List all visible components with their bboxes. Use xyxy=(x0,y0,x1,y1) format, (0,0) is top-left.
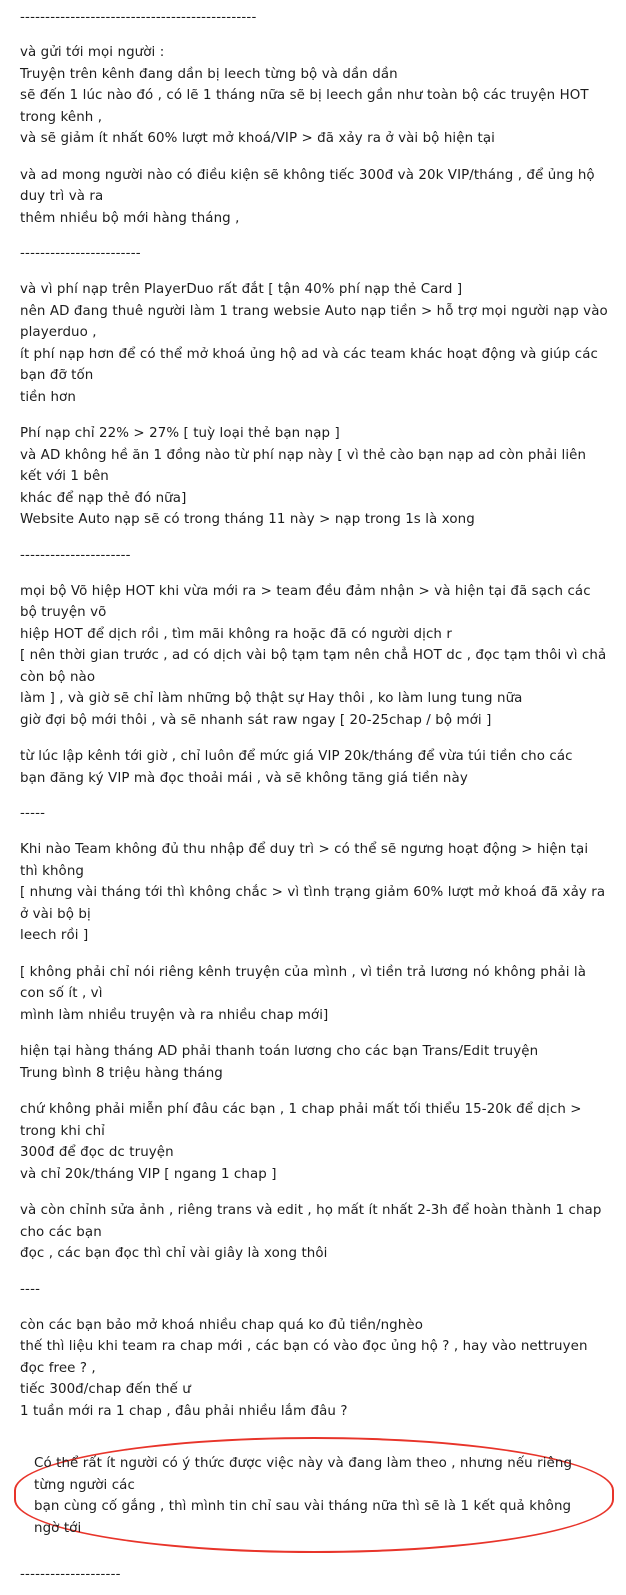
paragraph-fee xyxy=(20,423,610,531)
text-line: đọc , các bạn đọc thì chỉ vài giây là xong thôi xyxy=(20,1246,328,1261)
paragraph-intro xyxy=(20,42,610,150)
paragraph-salary xyxy=(20,1041,610,1084)
paragraph-notonly xyxy=(20,962,610,1027)
text-line: [ nên thời gian trước , ad có dịch vài bộ tạm tạm nên chẳ HOT dc , đọc tạm thôi vì chả còn bộ nào xyxy=(20,648,611,685)
paragraph-poor xyxy=(20,1315,610,1423)
text-line: nên AD đang thuê người làm 1 trang websie Auto nạp tiền > hỗ trợ mọi người nạp vào playerduo , xyxy=(20,303,613,340)
text-line: Website Auto nạp sẽ có trong tháng 11 này > nạp trong 1s là xong xyxy=(20,512,475,527)
text-line: giờ đợi bộ mới thôi , và sẽ nhanh sát raw ngay [ 20-25chap / bộ mới ] xyxy=(20,712,492,728)
paragraph-cost xyxy=(20,1099,610,1185)
text-line: hiện tại hàng tháng AD phải thanh toán lương cho các bạn Trans/Edit truyện xyxy=(20,1044,539,1059)
bottom-separator: -------------------- xyxy=(20,1567,121,1582)
text-line: 1 tuần mới ra 1 chap , đâu phải nhiều lắm đâu ? xyxy=(20,1403,348,1419)
separator-block-2 xyxy=(20,546,610,566)
text-line: bạn cùng cố gắng , thì mình tin chỉ sau vài tháng nữa thì sẽ là 1 kết quả không ngờ tới xyxy=(34,1499,576,1536)
bottom-separator-block xyxy=(0,1565,626,1595)
text-line: và gửi tới mọi người : xyxy=(20,45,165,60)
text-line: thêm nhiều bộ mới hàng tháng , xyxy=(20,210,240,226)
text-line: sẽ đến 1 lúc nào đó , có lẽ 1 tháng nữa sẽ bị leech gần như toàn bộ các truyện HOT trong kênh , xyxy=(20,88,594,125)
text-line: thế thì liệu khi team ra chap mới , các bạn có vào đọc ủng hộ ? , hay vào nettruyen đọc free ? , xyxy=(20,1339,592,1376)
text-line: làm ] , và giờ sẽ chỉ làm những bộ thật sự Hay thôi , ko làm lung tung nữa xyxy=(20,691,523,706)
text-line: [ không phải chỉ nói riêng kênh truyện của mình , vì tiền trả lương nó không phải là con số ít , vì xyxy=(20,964,591,1001)
text-line: và sẽ giảm ít nhất 60% lượt mở khoá/VIP > đã xảy ra ở vài bộ hiện tại xyxy=(20,131,495,146)
text-line: tiếc 300đ/chap đến thế ư xyxy=(20,1382,191,1397)
paragraph-support xyxy=(20,165,610,230)
text-line: và vì phí nạp trên PlayerDuo rất đắt [ tận 40% phí nạp thẻ Card ] xyxy=(20,282,463,297)
text-line: 300đ để đọc dc truyện xyxy=(20,1145,174,1160)
separator-block-1 xyxy=(20,244,610,264)
text-line: Trung bình 8 triệu hàng tháng xyxy=(20,1065,223,1081)
section-separator: ------------------------ xyxy=(20,246,141,261)
paragraph-playerduo xyxy=(20,279,613,408)
separator-block-3 xyxy=(20,804,610,824)
text-line: Phí nạp chỉ 22% > 27% [ tuỳ loại thẻ bạn nạp ] xyxy=(20,426,340,441)
text-line: mình làm nhiều truyện và ra nhiều chap mới] xyxy=(20,1007,329,1023)
text-line: Có thể rất ít người có ý thức được việc này và đang làm theo , nhưng nếu riêng từng người các xyxy=(34,1456,577,1493)
separator-block-4 xyxy=(20,1280,610,1300)
text-line: bạn đăng ký VIP mà đọc thoải mái , và sẽ không tăng giá tiền này xyxy=(20,770,468,786)
paragraph-edit xyxy=(20,1200,610,1265)
top-separator-block xyxy=(20,8,610,28)
text-line: mọi bộ Võ hiệp HOT khi vừa mới ra > team đều đảm nhận > và hiện tại đã sạch các bộ truyện võ xyxy=(20,583,596,620)
section-separator: ---- xyxy=(20,1281,41,1297)
text-line: Truyện trên kênh đang dần bị leech từng bộ và dần dần xyxy=(20,66,398,82)
text-line: từ lúc lập kênh tới giờ , chỉ luôn để mức giá VIP 20k/tháng để vừa túi tiền cho các xyxy=(20,749,573,764)
text-line: leech rồi ] xyxy=(20,928,89,943)
text-line: và ad mong người nào có điều kiện sẽ không tiếc 300đ và 20k VIP/tháng , để ủng hộ duy trì và ra xyxy=(20,167,600,204)
text-line: còn các bạn bảo mở khoá nhiều chap quá ko đủ tiền/nghèo xyxy=(20,1317,423,1333)
paragraph-vohiep xyxy=(20,581,610,732)
text-line: và còn chỉnh sửa ảnh , riêng trans và edit , họ mất ít nhất 2-3h để hoàn thành 1 chap cho các bạn xyxy=(20,1203,606,1240)
text-line: tiền hơn xyxy=(20,389,76,405)
text-line: chứ không phải miễn phí đâu các bạn , 1 chap phải mất tối thiểu 15-20k để dịch > trong khi chỉ xyxy=(20,1102,586,1139)
highlighted-conclusion xyxy=(20,1437,610,1549)
text-line: và AD không hề ăn 1 đồng nào từ phí nạp này [ vì thẻ cào bạn nạp ad còn phải liên kết với 1 bên xyxy=(20,447,591,484)
text-line: [ nhưng vài tháng tới thì không chắc > vì tình trạng giảm 60% lượt mở khoá đã xảy ra ở vài bộ bị xyxy=(20,885,610,922)
text-line: khác để nạp thẻ đó nữa] xyxy=(20,490,187,506)
section-separator: ---------------------- xyxy=(20,547,131,563)
paragraph-price xyxy=(20,746,610,789)
text-line: ít phí nạp hơn để có thể mở khoá ủng hộ ad và các team khác hoạt động và giúp các bạn đỡ tốn xyxy=(20,346,603,383)
text-line: hiệp HOT để dịch rồi , tìm mãi không ra hoặc đã có người dịch r xyxy=(20,626,452,642)
top-separator: ----------------------------------------------- xyxy=(20,10,257,25)
text-line: Khi nào Team không đủ thu nhập để duy trì > có thể sẽ ngưng hoạt động > hiện tại thì không xyxy=(20,842,593,879)
paragraph-income xyxy=(20,839,610,947)
section-separator: ----- xyxy=(20,806,46,821)
text-line: và chỉ 20k/tháng VIP [ ngang 1 chap ] xyxy=(20,1166,277,1182)
